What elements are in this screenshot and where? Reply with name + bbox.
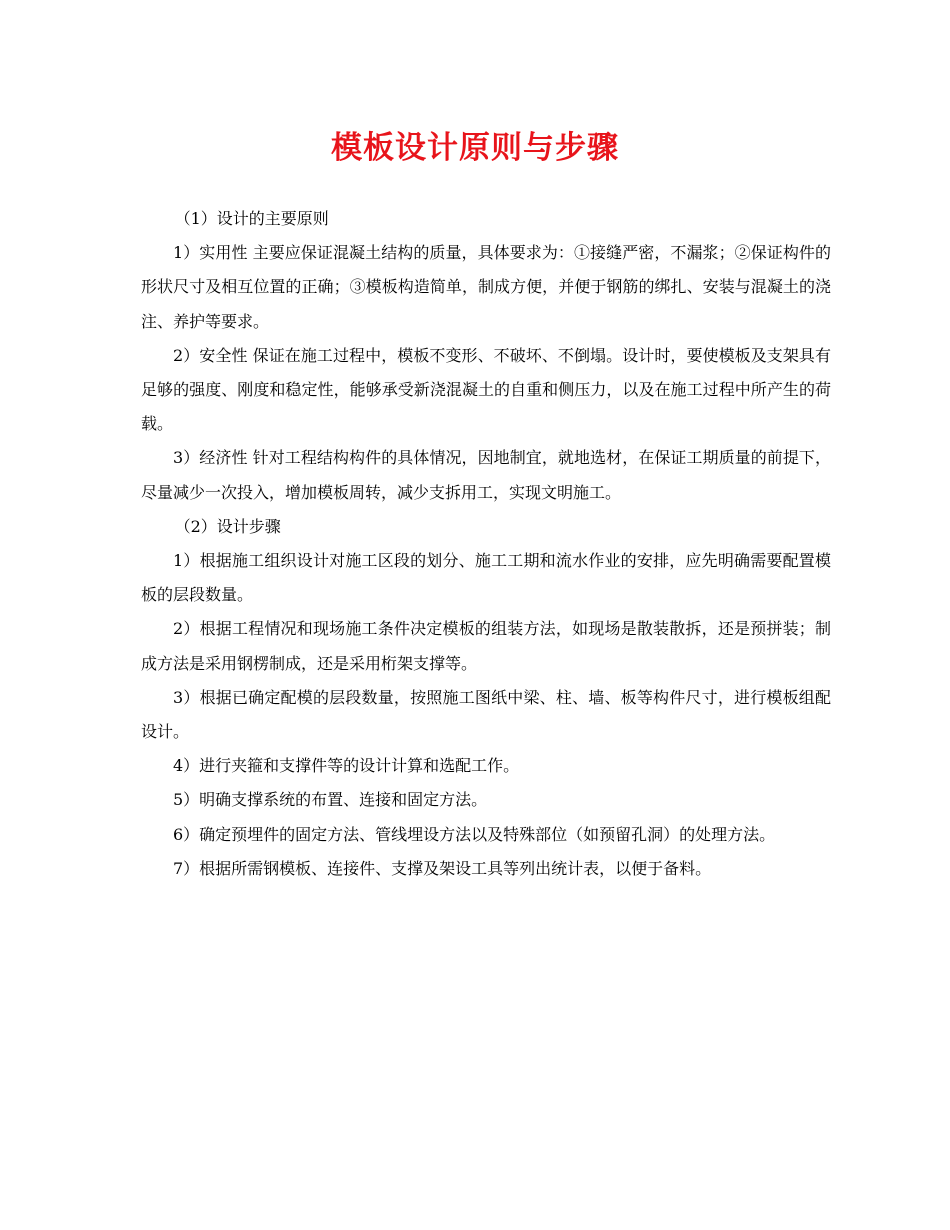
principle-safety: 2）安全性 保证在施工过程中，模板不变形、不破坏、不倒塌。设计时，要使模板及支架具有足够的强度、刚度和稳定性，能够承受新浇混凝土的自重和侧压力，以及在施工过程中所产生的荷载。: [141, 345, 831, 434]
step-7: 7）根据所需钢模板、连接件、支撑及架设工具等列出统计表，以便于备料。: [173, 858, 712, 878]
step-3: 3）根据已确定配模的层段数量，按照施工图纸中梁、柱、墙、板等构件尺寸，进行模板组配设计。: [141, 687, 831, 742]
step-6: 6）确定预埋件的固定方法、管线埋设方法以及特殊部位（如预留孔洞）的处理方法。: [173, 824, 776, 844]
document-title: 模板设计原则与步骤: [331, 130, 619, 166]
step-5: 5）明确支撑系统的布置、连接和固定方法。: [173, 790, 488, 810]
principle-practicality: 1）实用性 主要应保证混凝土结构的质量，具体要求为：①接缝严密，不漏浆；②保证构件的形状尺寸及相互位置的正确；③模板构造简单，制成方便，并便于钢筋的绑扎、安装与混凝土的浇注、养护等要求。: [141, 243, 831, 331]
step-4: 4）进行夹箍和支撑件等的设计计算和选配工作。: [173, 756, 520, 776]
step-2: 2）根据工程情况和现场施工条件决定模板的组装方法，如现场是散装散拆，还是预拼装；制成方法是采用钢楞制成，还是采用桁架支撑等。: [141, 619, 831, 673]
section-heading-principles: （1）设计的主要原则: [174, 209, 329, 228]
step-1: 1）根据施工组织设计对施工区段的划分、施工工期和流水作业的安排，应先明确需要配置模板的层段数量。: [141, 551, 831, 605]
section-heading-steps: （2）设计步骤: [174, 516, 281, 536]
document-body: [141, 202, 831, 886]
principle-economy: 3）经济性 针对工程结构构件的具体情况，因地制宜，就地选材，在保证工期质量的前提下，尽量减少一次投入，增加模板周转，减少支拆用工，实现文明施工。: [141, 448, 831, 502]
